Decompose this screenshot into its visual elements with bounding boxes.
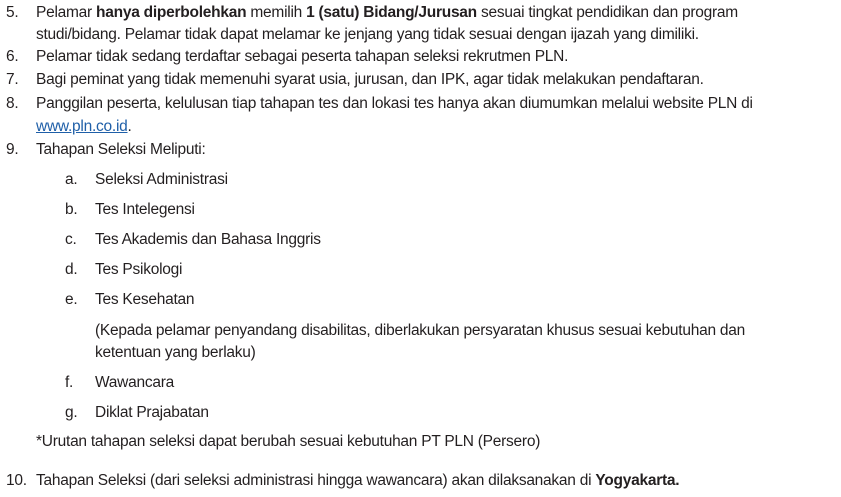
sub-item-text: Wawancara	[95, 374, 175, 391]
text-segment: Pelamar	[36, 4, 97, 21]
sub-item-letter: c.	[65, 231, 77, 248]
sub-item-text: Seleksi Administrasi	[95, 171, 228, 188]
item-text: studi/bidang. Pelamar tidak dapat melamar ke jenjang yang tidak sesuai dengan ijazah yang dimiliki.	[36, 26, 699, 43]
sub-item-text: Diklat Prajabatan	[95, 404, 209, 421]
item-text: Pelamar tidak sedang terdaftar sebagai peserta tahapan seleksi rekrutmen PLN.	[36, 48, 569, 65]
text-segment: Tahapan Seleksi (dari seleksi administrasi hingga wawancara) akan dilaksanakan di	[36, 472, 596, 489]
text-segment: memilih	[246, 4, 307, 21]
item-number: 6.	[6, 48, 19, 65]
sub-item-text: Tes Kesehatan	[95, 291, 195, 308]
item-text: Tahapan Seleksi Meliputi:	[36, 141, 206, 158]
sub-item-text: Tes Akademis dan Bahasa Inggris	[95, 231, 321, 248]
text-segment: sesuai tingkat pendidikan dan program	[476, 4, 738, 21]
text-segment: .	[127, 118, 132, 135]
note-text: ketentuan yang berlaku)	[95, 344, 256, 361]
item-text	[36, 471, 679, 491]
sub-item-text: Tes Psikologi	[95, 261, 183, 278]
item-number: 8.	[6, 95, 19, 112]
item-text: Bagi peminat yang tidak memenuhi syarat usia, jurusan, dan IPK, agar tidak melakukan pendaftaran.	[36, 71, 704, 88]
item-text	[36, 117, 132, 137]
item-number: 5.	[6, 4, 19, 21]
footnote-text: *Urutan tahapan seleksi dapat berubah sesuai kebutuhan PT PLN (Persero)	[36, 433, 541, 450]
bold-text: hanya diperbolehkan	[96, 4, 247, 21]
sub-item-letter: a.	[65, 171, 78, 188]
bold-text: 1 (satu) Bidang/Jurusan	[306, 4, 477, 21]
sub-item-text: Tes Intelegensi	[95, 201, 195, 218]
item-number: 7.	[6, 71, 19, 88]
pln-website-link[interactable]: www.pln.co.id	[36, 118, 128, 135]
note-text: (Kepada pelamar penyandang disabilitas, diberlakukan persyaratan khusus sesuai kebutuhan dan	[95, 322, 745, 339]
sub-item-letter: b.	[65, 201, 78, 218]
item-text	[36, 3, 738, 23]
sub-item-letter: f.	[65, 374, 74, 391]
item-text: Panggilan peserta, kelulusan tiap tahapan tes dan lokasi tes hanya akan diumumkan melalui website PLN di	[36, 95, 753, 112]
item-number: 10.	[6, 472, 27, 489]
sub-item-letter: d.	[65, 261, 78, 278]
sub-item-letter: e.	[65, 291, 78, 308]
sub-item-letter: g.	[65, 404, 78, 421]
bold-text: Yogyakarta.	[595, 472, 680, 489]
item-number: 9.	[6, 141, 19, 158]
